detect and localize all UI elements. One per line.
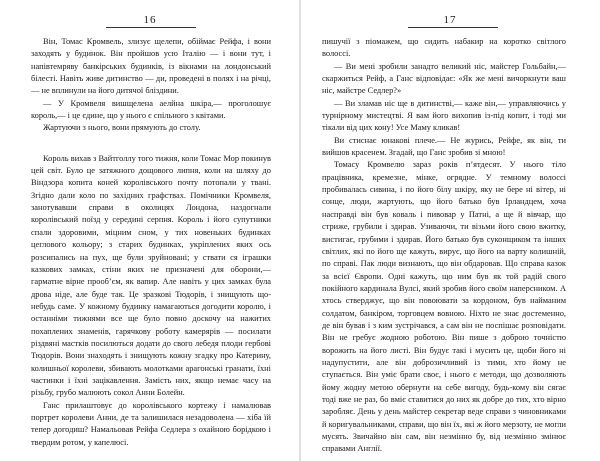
paragraph: — У Кромвеля вишщелена аелйна шкіра,— проголошує король,— і це єдине, що у нього є спільного з квітами. — [31, 98, 271, 121]
paragraph: пишучії з піомажем, що сидить набакир на коротко світлого волоссі. — [322, 37, 566, 59]
paragraph: Король вихав з Вайтголлу того тижня, коли Томас Мор покинув цей світ. Було це затяжного дощового липня, коли на шляху до Віндзора копита коней королівського почту потопали у твані. Згідно дали коло по західних графствах. Помічники Кромвеля, занотувавши справи в околицях Лондона, наздогнали королівський поїзд у середині серпня. Король і його супутники спали здоровими, міцним сном, у тих новеньких будинках цеглового кольору; з старих будинках, укріплених яких ось розсипались на пух, ще були зруйновані; у ствати ся іграшки казкових замках, стіни яких не призначені для оборони,— гарматне вірне прооб’єм, як вапир. Але навіть у цих замках була дрова ніде, але буде так. Це зразкові Тюдорів, і знищують що-небудь саме. У кожному будинку намагаються догодити королю, і останніми тижнями все ще було повно доскочу на нажитих похаплених знаменів, гарячкову роботу камерярів — посилати різдвяні мастків посилються додати до свого лебедя плоди гербові Тюдорів. Вони знаходять і знищують кожну згадку про Катерину, колишньої королеви, збивають молотками арагонські гранати, їхні частинки і їхні зацікавлення. Замість них, якщо немає часу на різьбу, грубо малюють сокол Анни Болейн. — [31, 153, 271, 398]
paragraph: Жартуючи з нього, вони прямують до столу. — [43, 123, 201, 133]
right-header-rule — [408, 27, 498, 28]
paragraph: — Ви зламав ніс ще в дитинстві,— каже він,— управляючись у турнірному мистецтві. Я вам його вихопив із-під копит, і тоді ми тікали від цих кону! Усе Маму кликав! — [322, 98, 566, 133]
left-page-header — [0, 10, 300, 28]
paragraph: Томасу Кромвелю зараз років п’ятдесят. У нього тіло працівника, кремезне, мінке, огрядне. У темному волоссі пробивалась сивина, і по його білу шкіру, яку не бере ні вітер, ні сонце, люди, жартують, що його батько був Ірландцем, хоча насправді він був коваль і пивовар у Патні, а ще й вівчар, що стриже, грубили і здирав. Узиваючи, ти візьми його свою вжитку, вистигає, грубими і здирав. Його батько був суконщиком та інших світлих, які по його ще кажуть, вирує, що його на варту колишній, по справі. Пак люди визнають, що він обдаровав. Що справа казок за всієї Європи. Одні кажуть, що ним був як той радій свого покійного кардинала Вулсі, який зробив його своїм наперсником. А хтось стверджує, що він повоювати за кордоном, був найманим солдатом, банкіром, торговцем вовною. Ніхто не знає достеменно, де він бував і з ким зустрічався, а сам він не поспішає розповідати. Він не гребує жодною роботою. Він пише з доброю точністю ворожить на його листі. Він будує такі і мусить це, щоби його ні надупустити, але він доброзичливий із тими, хто йому не ступається. Він уміє брати своє, і нього є методи, що дозволяють йому жодну метою обернути на себе вигоду, будь-кому він сягає тоді вже не раз, бо вміє ставитися до них як добре до тих, хто вірно заробляє. День у день майстер секретар веде справи з чиновниками й коригувальниками, справи, що він їх, які ж його мерзоту, не могли мусять. Звичайно він сам, він незмінно бу, від незмінно змінює справами Англії. — [322, 160, 566, 454]
left-page-number: 16 — [143, 14, 157, 26]
left-header-rule — [106, 27, 196, 28]
left-page-text — [31, 36, 271, 449]
right-page — [300, 0, 600, 461]
paragraph: Ганс прилаштовує до королівського кортежу і намалював портрет королеви Анни, де та залишилася незадоволена — хіба їй тепер догодиш? Намальовав Рейфа Седлера з охайною борідкою і твердим ротом, у капелюсі. — [31, 400, 271, 447]
right-page-text — [322, 36, 566, 456]
paragraph: Ви стиснає юнакові плече.— Не журись, Рейфе, як він, ти вийшов красенем. Згадай, що Ганс зробив зі мною! — [322, 135, 566, 158]
paragraph: Він, Томас Кромвель, злизує щелепи, обіймає Рейфа, і вони заходять у будинок. Він пройшов усю Італію — і вони тут, і напівтемряву банкірських будинків, із вікнами на лондонський білесті. Навіть живе дитинство — ди, проведені в полях і на річці,— не вплинули на його дитячої бліздини. — [31, 37, 271, 96]
paragraph: — Ви мені зробили занадто великий ніс, майстер Гольбайн,— скаржиться Рейф, а Ганс відповідає: «Як же мені вичоркнути ваш ніс, майстре Седлер?» — [322, 61, 566, 96]
right-page-header — [300, 10, 600, 28]
right-page-number: 17 — [443, 14, 457, 26]
